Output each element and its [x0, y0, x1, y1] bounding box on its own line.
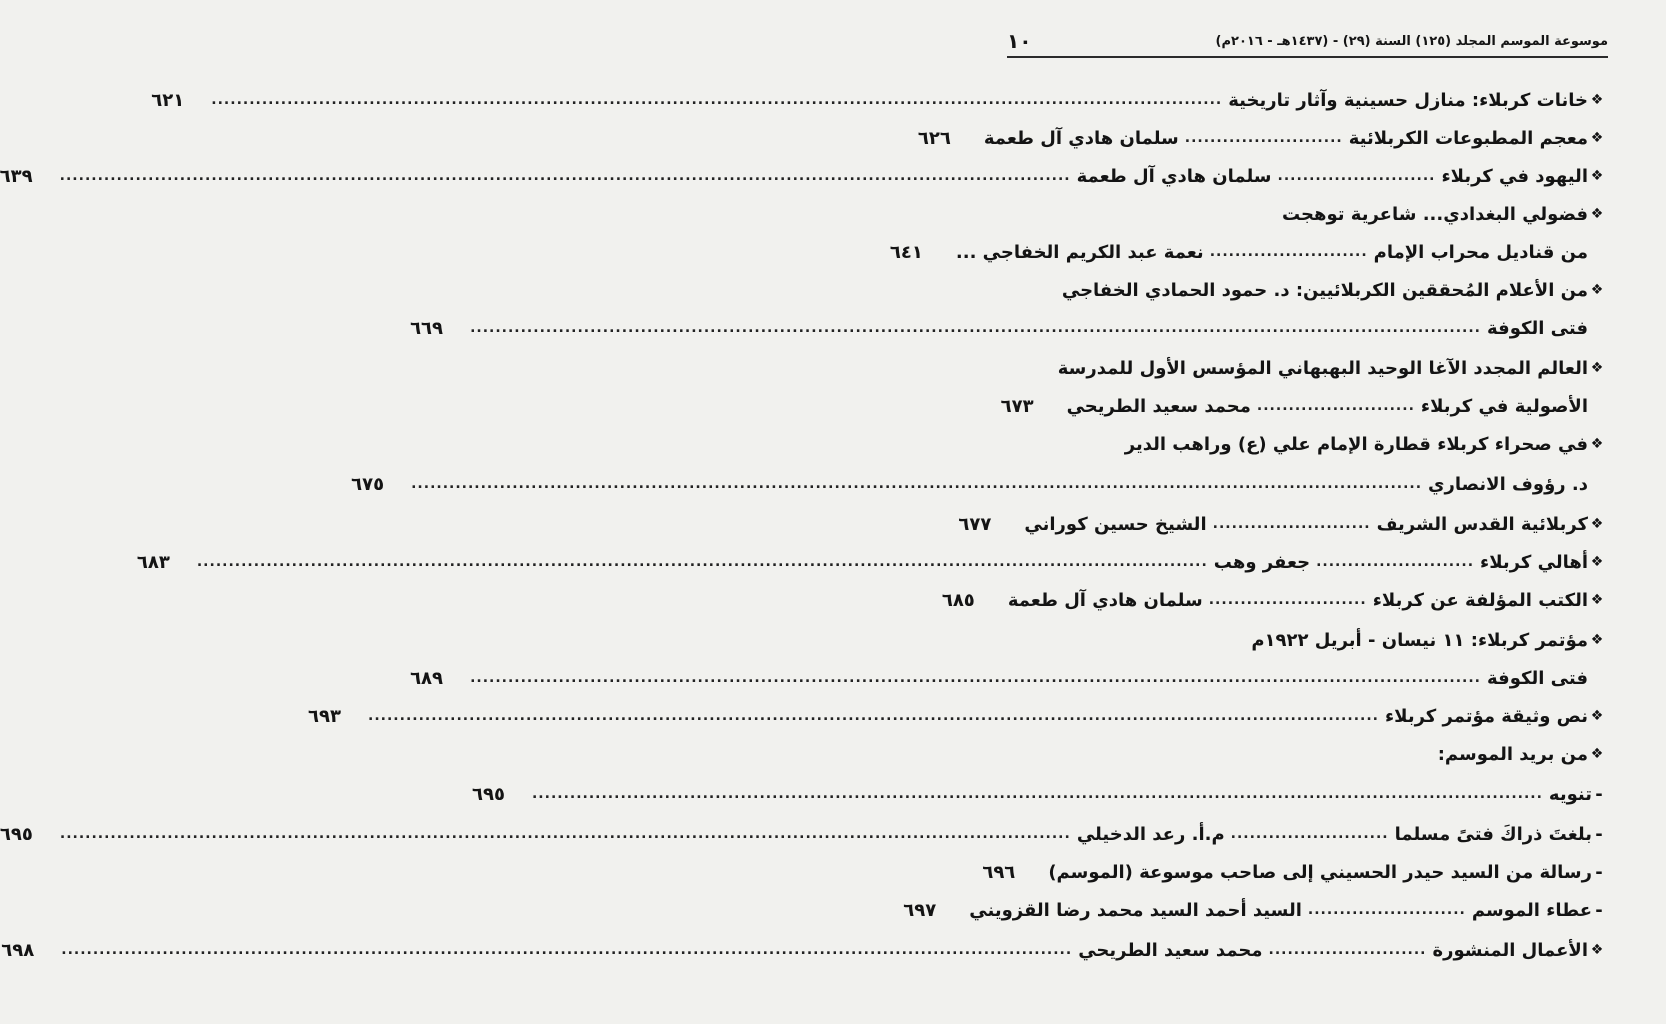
entry-title: معجم المطبوعات الكربلائية: [1348, 127, 1588, 149]
leader-dots: .........................: [1307, 902, 1466, 918]
leader-dots: .........................: [1208, 592, 1367, 608]
entry-page-number: ٦٨٩: [410, 667, 444, 689]
leader-dots: ................................................................................................................................................................: [196, 554, 1208, 570]
entry-title: الكتب المؤلفة عن كربلاء: [1372, 589, 1588, 611]
entry-author: فتى الكوفة: [1487, 667, 1588, 689]
bullet-icon: ❖: [1590, 168, 1604, 184]
toc-entry: [351, 466, 1606, 502]
entry-author: د. رؤوف الانصاري: [1428, 473, 1588, 495]
entry-author: نعمة عبد الكريم الخفاجي ...: [955, 241, 1204, 263]
entry-author: محمد سعيد الطريحي: [1078, 939, 1263, 961]
entry-author: م.أ. رعد الدخيلي: [1076, 823, 1225, 845]
leader-dots: ................................................................................................................................................................: [411, 476, 1423, 492]
entry-page-number: ٦٧٥: [351, 473, 385, 495]
page-number: ١٠: [1007, 29, 1032, 53]
leader-dots: ................................................................................................................................................................: [470, 320, 1481, 336]
entry-title: بلغتَ ذراكَ فتىً مسلما: [1394, 823, 1592, 845]
entry-title: في صحراء كربلاء قطارة الإمام علي (ع) وراهب الدير: [1124, 433, 1588, 455]
entry-title: العالم المجدد الآغا الوحيد البهبهاني المؤسس الأول للمدرسة: [1057, 357, 1588, 379]
bullet-icon: ❖: [1590, 360, 1604, 376]
toc-entry: [917, 120, 1606, 156]
entry-page-number: ٦٦٩: [410, 317, 444, 339]
toc-entry: [1005, 622, 1606, 658]
entry-title: الأصولية في كربلاء: [1420, 395, 1588, 417]
leader-dots: ................................................................................................................................................................: [59, 168, 1071, 184]
toc-entry: [941, 582, 1606, 618]
toc-entry: [1, 932, 1606, 968]
toc-entry: [1005, 736, 1606, 772]
leader-dots: .........................: [1268, 942, 1427, 958]
entry-title: أهالي كربلاء: [1480, 551, 1588, 573]
entry-title: كربلائية القدس الشريف: [1376, 513, 1588, 535]
bullet-icon: ❖: [1590, 282, 1604, 298]
leader-dots: ................................................................................................................................................................: [531, 786, 1543, 802]
entry-author: فتى الكوفة: [1487, 317, 1588, 339]
page-header: [1007, 26, 1608, 58]
toc-entry: [1005, 196, 1606, 232]
entry-author: السيد أحمد السيد محمد رضا القزويني: [969, 899, 1302, 921]
leader-dots: ................................................................................................................................................................: [470, 670, 1481, 686]
entry-title: خانات كربلاء: منازل حسينية وآثار تاريخية: [1228, 89, 1588, 111]
bullet-icon: ❖: [1590, 592, 1604, 608]
entry-title: فضولي البغدادي... شاعرية توهجت: [1281, 203, 1588, 225]
entry-author: جعفر وهب: [1213, 551, 1311, 573]
toc-entry: [136, 544, 1606, 580]
entry-author: محمد سعيد الطريحي: [1066, 395, 1251, 417]
bullet-icon: ❖: [1590, 554, 1604, 570]
toc-entry: [903, 892, 1606, 928]
entry-page-number: ٦٨٣: [136, 551, 170, 573]
entry-page-number: ٦٩٨: [1, 939, 35, 961]
bullet-icon: ❖: [1590, 632, 1604, 648]
entry-author: سلمان هادي آل طعمة: [1007, 589, 1203, 611]
leader-dots: .........................: [1230, 826, 1389, 842]
running-title: موسوعة الموسم المجلد (١٢٥) السنة (٢٩) - (١٤٣٧هـ - ٢٠١٦م): [1215, 33, 1608, 49]
toc-entry: [308, 698, 1606, 734]
leader-dots: ................................................................................................................................................................: [59, 826, 1071, 842]
dash-marker: -: [1595, 861, 1603, 883]
leader-dots: ................................................................................................................................................................: [61, 942, 1073, 958]
bullet-icon: ❖: [1590, 942, 1604, 958]
toc-entry: [0, 816, 1606, 852]
entry-title: مؤتمر كربلاء: ١١ نيسان - أبريل ١٩٢٢م: [1251, 629, 1588, 651]
entry-page-number: ٦٩٦: [982, 861, 1016, 883]
entry-page-number: ٦٩٥: [0, 823, 33, 845]
entry-page-number: ٦٢١: [151, 89, 185, 111]
entry-title: من بريد الموسم:: [1437, 743, 1588, 765]
dash-marker: -: [1595, 783, 1603, 805]
toc-entry: [151, 82, 1606, 118]
entry-author: سلمان هادي آل طعمة: [983, 127, 1179, 149]
leader-dots: .........................: [1277, 168, 1436, 184]
entry-page-number: ٦٤١: [889, 241, 923, 263]
toc-entry: [0, 158, 1606, 194]
leader-dots: .........................: [1209, 244, 1368, 260]
entry-page-number: ٦٧٧: [958, 513, 992, 535]
toc-entry: [410, 660, 1606, 696]
entry-page-number: ٦٣٩: [0, 165, 33, 187]
bullet-icon: ❖: [1590, 130, 1604, 146]
entry-title: نص وثيقة مؤتمر كربلاء: [1384, 705, 1588, 727]
toc-entry: [1005, 272, 1606, 308]
toc-entry: [410, 310, 1606, 346]
entry-title: من الأعلام المُحققين الكربلائيين: د. حمود الحمادي الخفاجي: [1061, 279, 1588, 301]
dash-marker: -: [1595, 823, 1603, 845]
entry-page-number: ٦٩٥: [471, 783, 505, 805]
leader-dots: ................................................................................................................................................................: [368, 708, 1379, 724]
leader-dots: .........................: [1316, 554, 1475, 570]
bullet-icon: ❖: [1590, 92, 1604, 108]
entry-page-number: ٦٢٦: [917, 127, 951, 149]
bullet-icon: ❖: [1590, 708, 1604, 724]
entry-page-number: ٦٩٣: [308, 705, 341, 727]
toc-entry: [471, 776, 1606, 812]
entry-title: رسالة من السيد حيدر الحسيني إلى صاحب موسوعة (الموسم): [1048, 861, 1592, 883]
entry-page-number: ٦٧٣: [1000, 395, 1034, 417]
toc-entry: [1000, 388, 1606, 424]
entry-title: عطاء الموسم: [1471, 899, 1592, 921]
bullet-icon: ❖: [1590, 206, 1604, 222]
entry-title: الأعمال المنشورة: [1432, 939, 1588, 961]
entry-title: اليهود في كربلاء: [1441, 165, 1588, 187]
dash-marker: -: [1595, 899, 1603, 921]
entry-page-number: ٦٩٧: [903, 899, 937, 921]
entry-title: من قناديل محراب الإمام: [1373, 241, 1588, 263]
toc-entry: [889, 234, 1606, 270]
leader-dots: .........................: [1184, 130, 1343, 146]
entry-page-number: ٦٨٥: [941, 589, 975, 611]
bullet-icon: ❖: [1590, 746, 1604, 762]
toc-entry: [1005, 426, 1606, 462]
entry-author: سلمان هادي آل طعمة: [1076, 165, 1272, 187]
leader-dots: ................................................................................................................................................................: [211, 92, 1223, 108]
entry-title: تنويه: [1548, 783, 1592, 805]
bullet-icon: ❖: [1590, 436, 1604, 452]
bullet-icon: ❖: [1590, 516, 1604, 532]
toc-entry: [958, 506, 1606, 542]
entry-author: الشيخ حسين كوراني: [1024, 513, 1207, 535]
leader-dots: .........................: [1256, 398, 1415, 414]
leader-dots: .........................: [1212, 516, 1371, 532]
toc-entry: [1005, 350, 1606, 386]
toc-entry: [982, 854, 1606, 890]
